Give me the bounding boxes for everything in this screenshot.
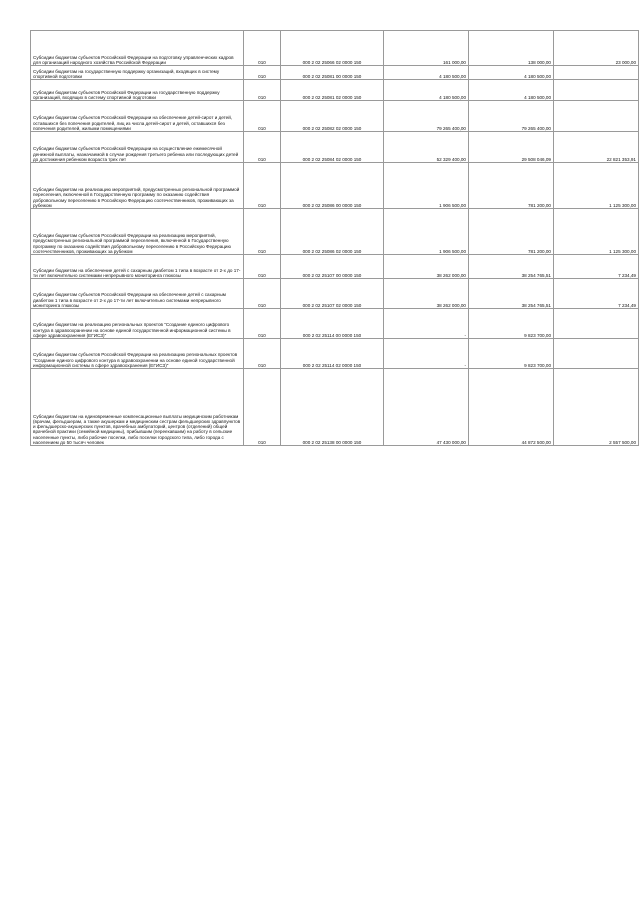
row-plan-amount: 79 265 400,00 — [384, 101, 469, 132]
row-rest-amount: 22 821 353,91 — [554, 132, 639, 163]
row-code: 010 — [244, 279, 281, 309]
row-code: 010 — [244, 369, 281, 446]
row-fact-amount: 44 872 500,00 — [469, 369, 554, 446]
row-rest-amount: 1 125 300,00 — [554, 209, 639, 255]
row-code: 010 — [244, 339, 281, 369]
table-row — [31, 163, 639, 209]
row-plan-amount: 52 329 400,00 — [384, 132, 469, 163]
table-row — [31, 255, 639, 279]
row-rest-amount: 7 234,49 — [554, 279, 639, 309]
row-budget-code: 000 2 02 25082 02 0000 150 — [281, 101, 384, 132]
row-budget-code: 000 2 02 25114 00 0000 150 — [281, 309, 384, 339]
table-row — [31, 309, 639, 339]
row-budget-code: 000 2 02 25066 02 0000 150 — [281, 31, 384, 66]
row-code: 010 — [244, 255, 281, 279]
row-plan-amount: 1 906 500,00 — [384, 163, 469, 209]
row-rest-amount — [554, 101, 639, 132]
row-fact-amount: 29 508 046,09 — [469, 132, 554, 163]
row-code: 010 — [244, 163, 281, 209]
row-name: Субсидии бюджетам субъектов Российской Федерации на реализацию региональных проектов "Создание единого цифрового контура в здравоохранении на основе единой государственной информационной системы в сфере здравоохранения (ЕГИСЗ)" — [31, 339, 244, 369]
row-name: Субсидии бюджетам на обеспечение детей с сахарным диабетом 1 типа в возрасте от 2-х до 17-ти лет включительно системами непрерывного мониторинга глюкозы — [31, 255, 244, 279]
row-plan-amount: 161 000,00 — [384, 31, 469, 66]
row-name: Субсидии бюджетам субъектов Российской Федерации на подготовку управленческих кадров для организаций народного хозяйства Российской Федерации — [31, 31, 244, 66]
table-row — [31, 31, 639, 66]
row-rest-amount: 7 234,49 — [554, 255, 639, 279]
row-name: Субсидии бюджетам субъектов Российской Федерации на реализацию мероприятий, предусмотренных региональной программой переселения, включенной в Государственную программу по оказанию содействия добровольному переселению в Российскую Федерацию соотечественников, проживающих за рубежом — [31, 209, 244, 255]
row-name: Субсидии бюджетам на реализацию региональных проектов "Создание единого цифрового контура в здравоохранении на основе единой государственной информационной системы в сфере здравоохранения (ЕГИСЗ)" — [31, 309, 244, 339]
row-rest-amount — [554, 80, 639, 101]
table-row — [31, 66, 639, 80]
table-body — [31, 31, 639, 446]
row-rest-amount — [554, 309, 639, 339]
row-name: Субсидии бюджетам на государственную поддержку организаций, входящих в систему спортивной подготовки — [31, 66, 244, 80]
income-table — [30, 30, 639, 446]
row-code: 010 — [244, 132, 281, 163]
row-fact-amount: 781 200,00 — [469, 209, 554, 255]
row-budget-code: 000 2 02 25107 02 0000 150 — [281, 279, 384, 309]
table-row — [31, 369, 639, 446]
row-code: 010 — [244, 66, 281, 80]
table-row — [31, 80, 639, 101]
row-budget-code: 000 2 02 25086 02 0000 150 — [281, 209, 384, 255]
table-row — [31, 209, 639, 255]
table-row — [31, 279, 639, 309]
row-rest-amount — [554, 339, 639, 369]
row-plan-amount: - — [384, 309, 469, 339]
row-rest-amount — [554, 66, 639, 80]
row-plan-amount: 38 262 000,00 — [384, 255, 469, 279]
row-budget-code: 000 2 02 25081 02 0000 150 — [281, 80, 384, 101]
report-page — [30, 30, 636, 446]
row-budget-code: 000 2 02 25114 02 0000 150 — [281, 339, 384, 369]
row-fact-amount: 38 254 765,51 — [469, 279, 554, 309]
row-code: 010 — [244, 101, 281, 132]
row-rest-amount: 23 000,00 — [554, 31, 639, 66]
table-row — [31, 132, 639, 163]
row-fact-amount: 79 265 400,00 — [469, 101, 554, 132]
row-name: Субсидии бюджетам субъектов Российской Федерации на обеспечение детей-сирот и детей, оставшихся без попечения родителей, лиц из числа детей-сирот и детей, оставшихся без попечения родителей, жилыми помещениями — [31, 101, 244, 132]
row-budget-code: 000 2 02 25138 00 0000 150 — [281, 369, 384, 446]
row-name: Субсидии бюджетам субъектов Российской Федерации на государственную поддержку организаций, входящих в систему спортивной подготовки — [31, 80, 244, 101]
row-fact-amount: 781 200,00 — [469, 163, 554, 209]
row-name: Субсидии бюджетам субъектов Российской Федерации на обеспечение детей с сахарным диабетом 1 типа в возрасте от 2-х до 17-ти лет включительно системами непрерывного мониторинга глюкозы — [31, 279, 244, 309]
row-budget-code: 000 2 02 25107 00 0000 150 — [281, 255, 384, 279]
row-budget-code: 000 2 02 25086 00 0000 150 — [281, 163, 384, 209]
row-fact-amount: 38 254 765,51 — [469, 255, 554, 279]
row-plan-amount: 4 180 500,00 — [384, 66, 469, 80]
row-plan-amount: - — [384, 339, 469, 369]
row-plan-amount: 4 180 500,00 — [384, 80, 469, 101]
row-name: Субсидии бюджетам на единовременные компенсационные выплаты медицинским работникам (врачам, фельдшерам, а также акушеркам и медицинским сестрам фельдшерских здравпунктов и фельдшерско-акушерских пунктов, врачебных амбулаторий, центров (отделений) общей врачебной практики (семейной медицины), прибывшим (переехавшим) на работу в сельские населенные пункты, либо рабочие поселки, либо поселки городского типа, либо города с населением до 50 тысяч человек — [31, 369, 244, 446]
row-rest-amount: 1 125 300,00 — [554, 163, 639, 209]
row-name: Субсидии бюджетам на реализацию мероприятий, предусмотренных региональной программой переселения, включенной в Государственную программу по оказанию содействия добровольному переселению в Российскую Федерацию соотечественников, проживающих за рубежом — [31, 163, 244, 209]
row-plan-amount: 38 262 000,00 — [384, 279, 469, 309]
table-row — [31, 339, 639, 369]
row-name: Субсидии бюджетам субъектов Российской Федерации на осуществление ежемесячной денежной выплаты, назначаемой в случае рождения третьего ребенка или последующих детей до достижения ребенком возраста трех лет — [31, 132, 244, 163]
row-code: 010 — [244, 80, 281, 101]
row-fact-amount: 4 180 500,00 — [469, 80, 554, 101]
row-fact-amount: 138 000,00 — [469, 31, 554, 66]
row-budget-code: 000 2 02 25081 00 0000 150 — [281, 66, 384, 80]
row-plan-amount: 47 430 000,00 — [384, 369, 469, 446]
row-fact-amount: 4 180 500,00 — [469, 66, 554, 80]
row-code: 010 — [244, 309, 281, 339]
row-fact-amount: 9 823 700,00 — [469, 309, 554, 339]
row-code: 010 — [244, 31, 281, 66]
row-code: 010 — [244, 209, 281, 255]
table-row — [31, 101, 639, 132]
row-fact-amount: 9 823 700,00 — [469, 339, 554, 369]
row-budget-code: 000 2 02 25084 02 0000 150 — [281, 132, 384, 163]
row-plan-amount: 1 906 500,00 — [384, 209, 469, 255]
row-rest-amount: 2 557 500,00 — [554, 369, 639, 446]
